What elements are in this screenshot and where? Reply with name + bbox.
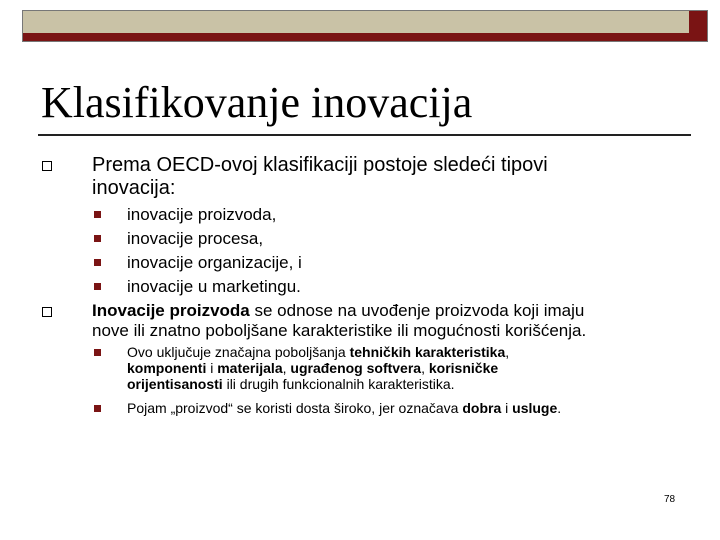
slide-title: Klasifikovanje inovacija	[41, 78, 473, 127]
header-dark-strip	[23, 33, 707, 41]
header-corner-square	[689, 11, 707, 41]
filled-square-bullet-icon	[94, 349, 101, 356]
hollow-square-bullet-icon	[42, 161, 52, 171]
header-band	[22, 10, 708, 42]
filled-square-bullet-icon	[94, 235, 101, 242]
sub-bullet-tech-line-3: orijentisanosti ili drugih funkcionalnih karakteristika.	[127, 376, 455, 392]
hollow-square-bullet-icon	[42, 307, 52, 317]
page-number: 78	[664, 494, 676, 505]
sub-bullet-organization: inovacije organizacije, i	[127, 253, 302, 272]
sub-bullet-product-term: Pojam „proizvod“ se koristi dosta široko, jer označava dobra i usluge.	[127, 400, 562, 416]
bullet-1-line-1: Prema OECD-ovoj klasifikaciji postoje sledeći tipovi	[92, 154, 548, 176]
filled-square-bullet-icon	[94, 211, 101, 218]
bullet-2-line-1: Inovacije proizvoda se odnose na uvođenje proizvoda koji imaju	[92, 301, 585, 320]
sub-bullet-product: inovacije proizvoda,	[127, 205, 277, 224]
sub-bullet-tech-line-1: Ovo uključuje značajna poboljšanja tehničkih karakteristika,	[127, 344, 510, 360]
title-divider	[38, 134, 691, 136]
filled-square-bullet-icon	[94, 259, 101, 266]
bullet-1-line-2: inovacija:	[92, 177, 176, 199]
sub-bullet-marketing: inovacije u marketingu.	[127, 277, 301, 296]
sub-bullet-tech-line-2: komponenti i materijala, ugrađenog softvera, korisničke	[127, 360, 499, 376]
bullet-2-line-2: nove ili znatno poboljšane karakteristike ili mogućnosti korišćenja.	[92, 321, 587, 340]
filled-square-bullet-icon	[94, 405, 101, 412]
sub-bullet-process: inovacije procesa,	[127, 229, 264, 248]
filled-square-bullet-icon	[94, 283, 101, 290]
